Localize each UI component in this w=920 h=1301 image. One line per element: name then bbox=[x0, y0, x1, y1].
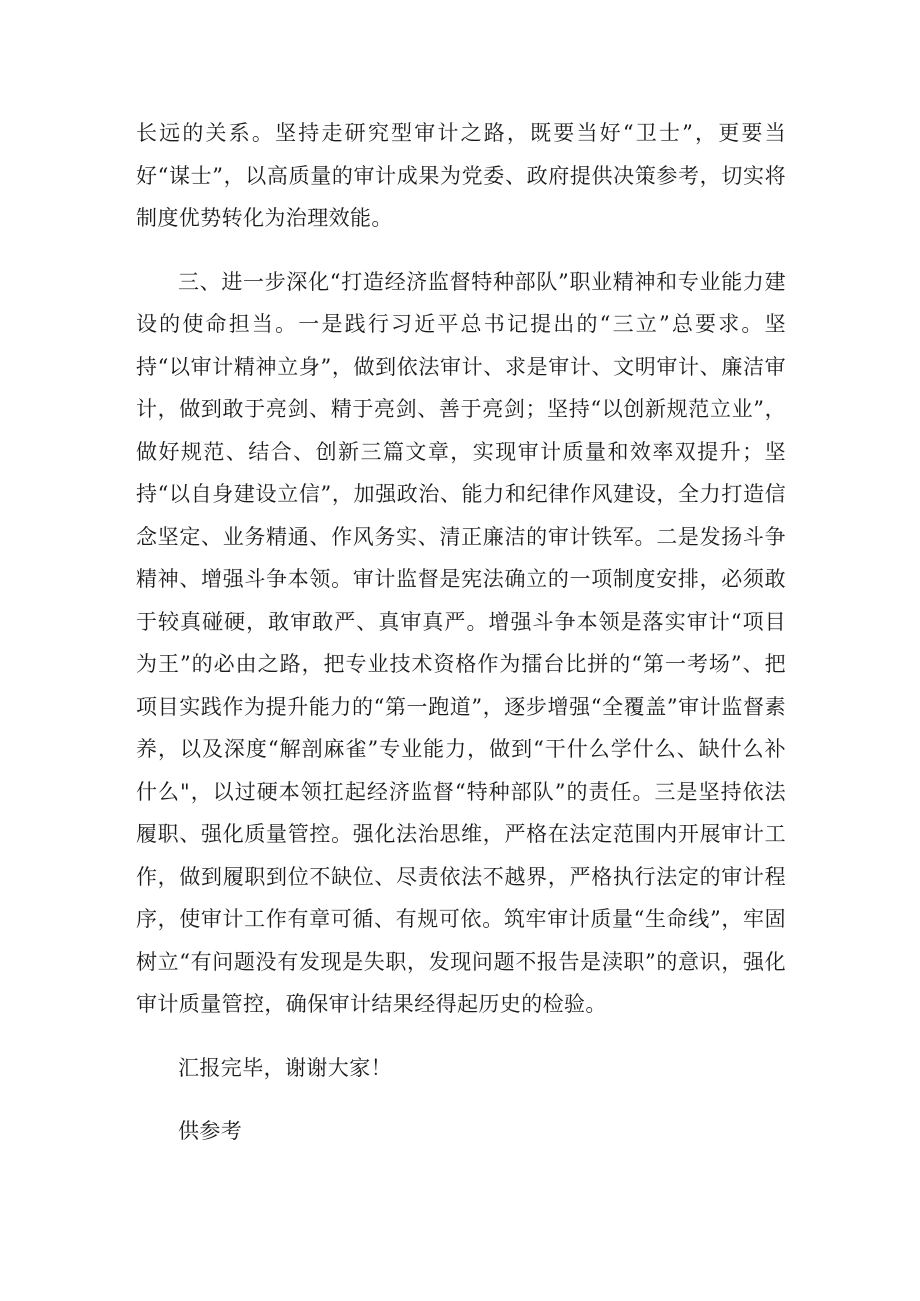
paragraph-continuation: 长远的关系。坚持走研究型审计之路，既要当好“卫士”，更要当好“谋士”，以高质量的审计成果为党委、政府提供决策参考，切实将制度优势转化为治理效能。 bbox=[136, 121, 786, 230]
paragraph-closing: 汇报完毕，谢谢大家！ bbox=[178, 1055, 392, 1080]
document-page bbox=[136, 112, 786, 1153]
paragraph-reference-note: 供参考 bbox=[178, 1119, 243, 1143]
paragraph-section-three: 三、进一步深化“打造经济监督特种部队”职业精神和专业能力建设的使命担当。一是践行习近平总书记提出的“三立”总要求。坚持“以审计精神立身”，做到依法审计、求是审计、文明审计、廉洁审计，做到敢于亮剑、精于亮剑、善于亮剑；坚持“以创新规范立业”，做好规范、结合、创新三篇文章，实现审计质量和效率双提升；坚持“以自身建设立信”，加强政治、能力和纪律作风建设，全力打造信念坚定、业务精通、作风务实、清正廉洁的审计铁军。二是发扬斗争精神、增强斗争本领。审计监督是宪法确立的一项制度安排，必须敢于较真碰硬，敢审敢严、真审真严。增强斗争本领是落实审计“项目为王”的必由之路，把专业技术资格作为擂台比拼的“第一考场”、把项目实践作为提升能力的“第一跑道”，逐步增强“全覆盖”审计监督素养，以及深度“解剖麻雀”专业能力，做到“干什么学什么、缺什么补什么"，以过硬本领扛起经济监督“特种部队”的责任。三是坚持依法履职、强化质量管控。强化法治思维，严格在法定范围内开展审计工作，做到履职到位不缺位、尽责依法不越界，严格执行法定的审计程序，使审计工作有章可循、有规可依。筑牢审计质量“生命线”，牢固树立“有问题没有发现是失职，发现问题不报告是渎职”的意识，强化审计质量管控，确保审计结果经得起历史的检验。 bbox=[136, 269, 786, 1016]
